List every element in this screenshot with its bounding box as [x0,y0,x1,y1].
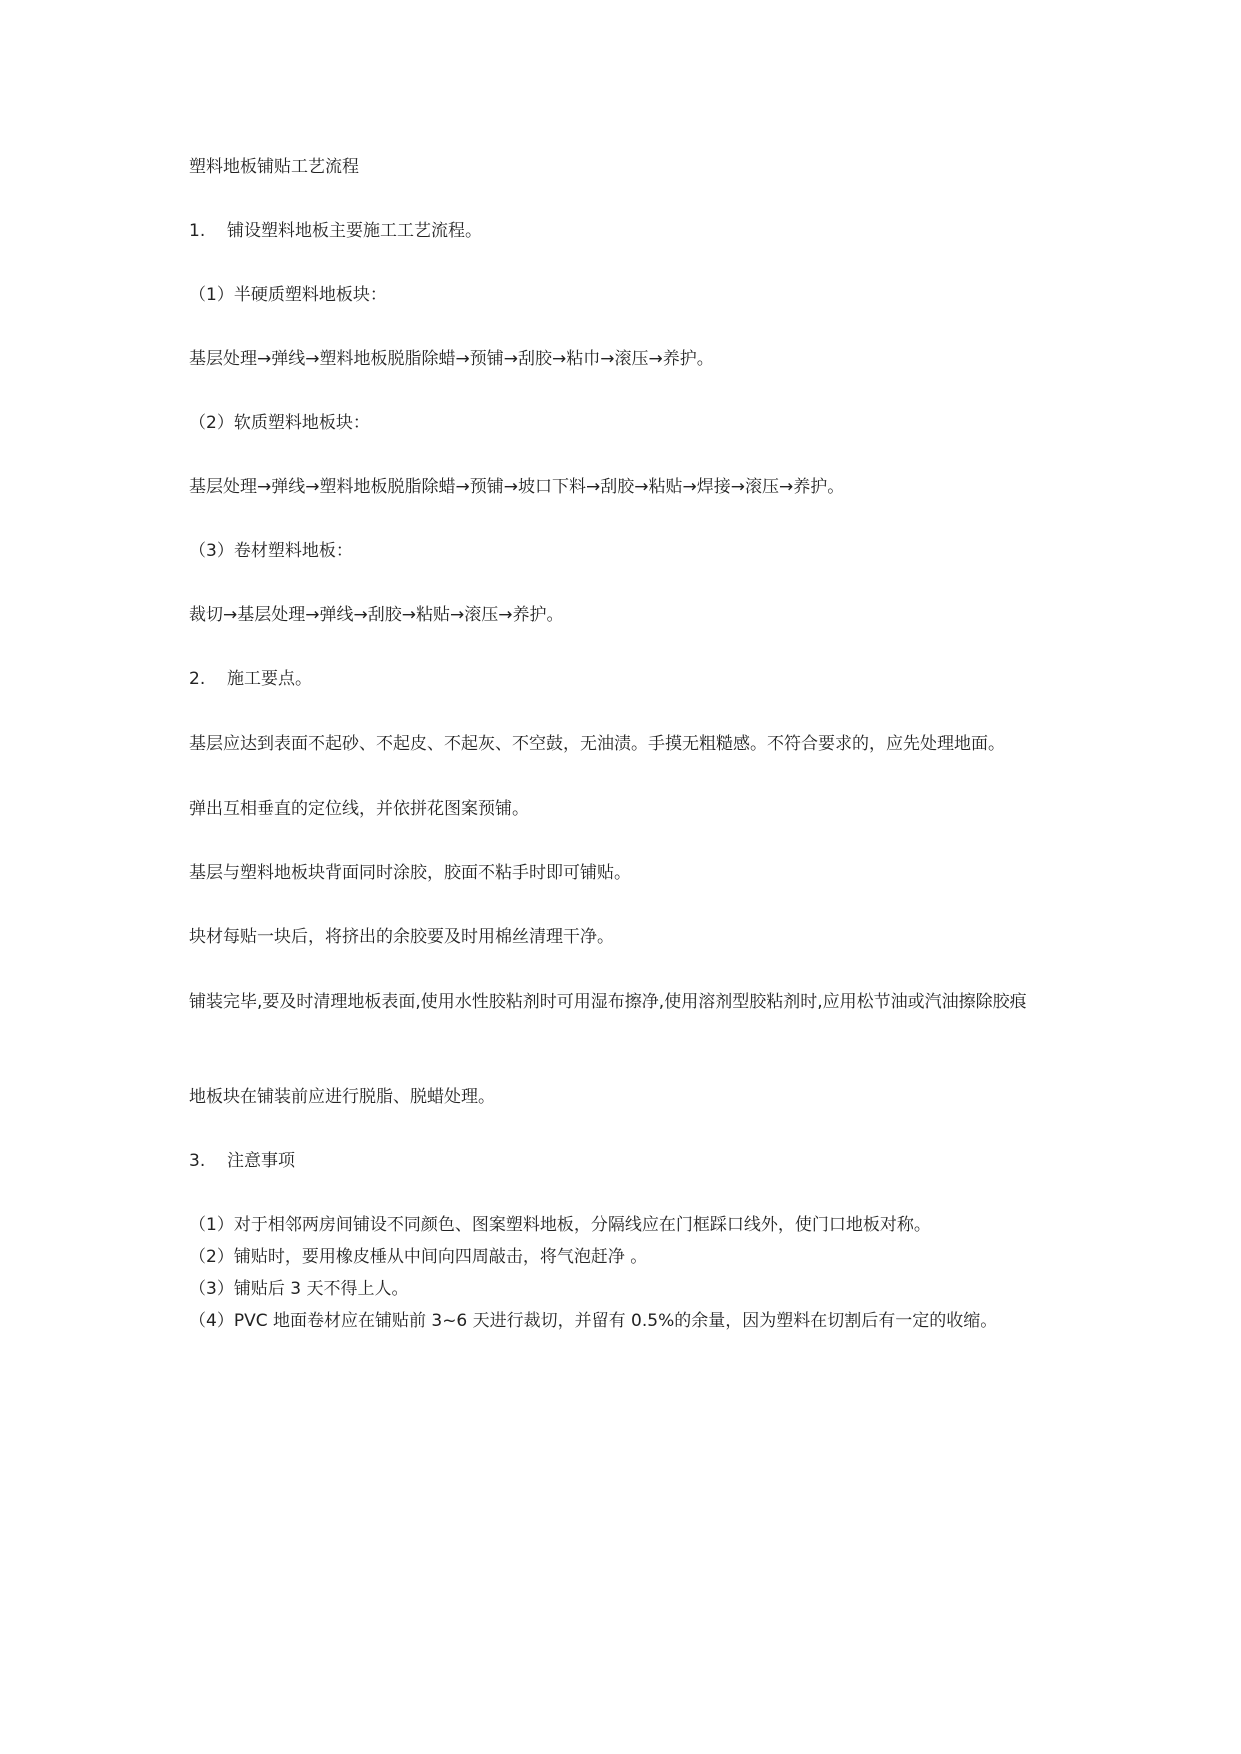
section-2-paragraph-6: 地板块在铺装前应进行脱脂、脱蜡处理。 [189,1087,495,1107]
section-3-item-4: （4）PVC 地面卷材应在铺贴前 3~6 天进行裁切，并留有 0.5%的余量，因为塑料在切割后有一定的收缩。 [189,1311,998,1331]
section-2-number: 2. [189,669,206,689]
subsection-1-3-flow: 裁切→基层处理→弹线→刮胶→粘贴→滚压→养护。 [189,605,564,625]
section-3-heading-text: 注意事项 [227,1151,295,1171]
subsection-1-3-label: （3）卷材塑料地板： [189,541,353,561]
document-title: 塑料地板铺贴工艺流程 [189,157,359,177]
section-2-paragraph-2: 弹出互相垂直的定位线，并依拼花图案预铺。 [189,799,529,819]
section-3-heading [189,1150,1069,1172]
section-1-number: 1. [189,221,206,241]
section-2-paragraph-1: 基层应达到表面不起砂、不起皮、不起灰、不空鼓，无油渍。手摸无粗糙感。不符合要求的，应先处理地面。 [189,734,1005,754]
section-2-paragraph-4: 块材每贴一块后，将挤出的余胶要及时用棉丝清理干净。 [189,927,614,947]
section-3-item-3: （3）铺贴后 3 天不得上人。 [189,1279,409,1299]
subsection-1-2-label: （2）软质塑料地板块： [189,413,370,433]
subsection-1-1-flow: 基层处理→弹线→塑料地板脱脂除蜡→预铺→刮胶→粘巾→滚压→养护。 [189,349,714,369]
section-2-paragraph-5: 铺装完毕,要及时清理地板表面,使用水性胶粘剂时可用湿布擦净,使用溶剂型胶粘剂时,应用松节油或汽油擦除胶痕 [189,992,1027,1012]
section-3-number: 3. [189,1151,206,1171]
section-2-heading [189,668,1069,690]
section-2-paragraph-3: 基层与塑料地板块背面同时涂胶，胶面不粘手时即可铺贴。 [189,863,631,883]
subsection-1-2-flow: 基层处理→弹线→塑料地板脱脂除蜡→预铺→坡口下料→刮胶→粘贴→焊接→滚压→养护。 [189,477,845,497]
section-3-item-1: （1）对于相邻两房间铺设不同颜色、图案塑料地板，分隔线应在门框踩口线外，使门口地板对称。 [189,1215,931,1235]
section-1-heading [189,220,1069,242]
section-3-item-2: （2）铺贴时，要用橡皮棰从中间向四周敲击，将气泡赶净 。 [189,1247,648,1267]
subsection-1-1-label: （1）半硬质塑料地板块： [189,285,387,305]
section-2-heading-text: 施工要点。 [227,669,312,689]
section-1-heading-text: 铺设塑料地板主要施工工艺流程。 [227,221,482,241]
